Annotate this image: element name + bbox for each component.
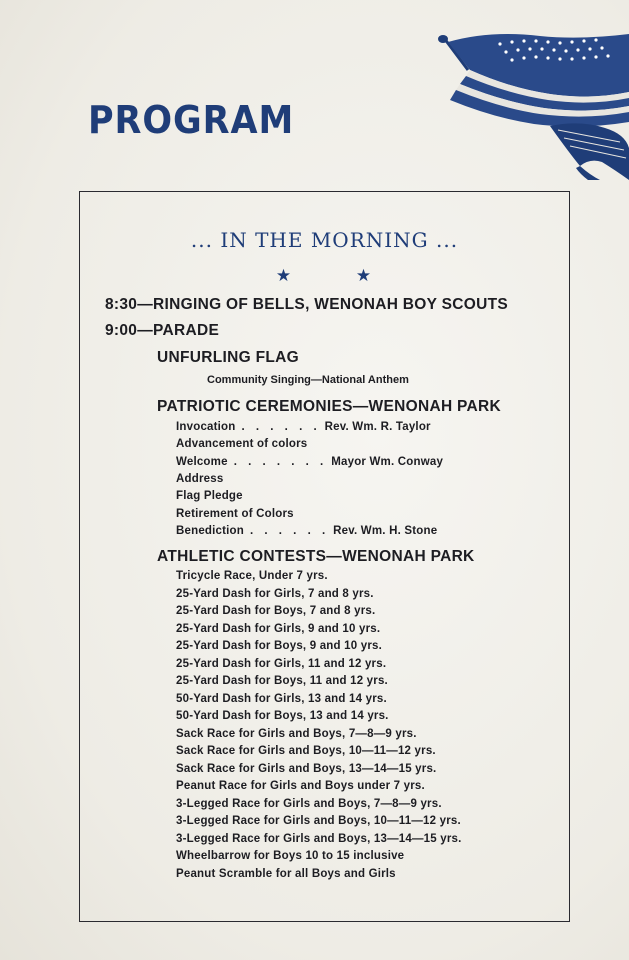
ceremony-name: Benediction — [176, 525, 245, 537]
section-title: ... IN THE MORNING ... — [190, 228, 459, 252]
ceremony-name: Welcome — [176, 456, 228, 468]
star-ornament: ★ ★ — [275, 266, 402, 285]
dot-leader: . . . . . . — [241, 421, 321, 433]
contest-item: Tricycle Race, Under 7 yrs. — [176, 570, 328, 582]
contest-item: 25-Yard Dash for Boys, 9 and 10 yrs. — [176, 640, 382, 652]
schedule-item: 8:30—RINGING OF BELLS, WENONAH BOY SCOUTS — [105, 296, 508, 313]
dot-leader: . . . . . . — [250, 525, 330, 537]
ceremony-item: Advancement of colors — [176, 438, 308, 450]
ceremony-officiant: Mayor Wm. Conway — [331, 456, 444, 468]
contest-item: 3-Legged Race for Girls and Boys, 7—8—9 yrs. — [176, 798, 442, 810]
flag-eagle-illustration — [430, 30, 629, 180]
contest-item: 25-Yard Dash for Boys, 11 and 12 yrs. — [176, 675, 388, 687]
contest-item: 50-Yard Dash for Boys, 13 and 14 yrs. — [176, 710, 389, 722]
ceremony-item — [176, 421, 431, 433]
subheading-patriotic-ceremonies: PATRIOTIC CEREMONIES—WENONAH PARK — [157, 398, 502, 415]
ceremony-officiant: Rev. Wm. H. Stone — [333, 525, 438, 537]
contest-item: 25-Yard Dash for Boys, 7 and 8 yrs. — [176, 605, 376, 617]
unfurling-note: Community Singing—National Anthem — [207, 374, 409, 386]
contest-item: Sack Race for Girls and Boys, 7—8—9 yrs. — [176, 728, 417, 740]
contest-item: Wheelbarrow for Boys 10 to 15 inclusive — [176, 850, 405, 862]
subheading-athletic-contests: ATHLETIC CONTESTS—WENONAH PARK — [157, 548, 475, 565]
contest-item: 50-Yard Dash for Girls, 13 and 14 yrs. — [176, 693, 387, 705]
program-box — [79, 191, 570, 922]
contest-item: 3-Legged Race for Girls and Boys, 10—11—12 yrs. — [176, 815, 461, 827]
contest-item: 3-Legged Race for Girls and Boys, 13—14—15 yrs. — [176, 833, 462, 845]
ceremony-officiant: Rev. Wm. R. Taylor — [324, 421, 431, 433]
subheading-unfurling-flag: UNFURLING FLAG — [157, 349, 299, 366]
contest-item: Peanut Scramble for all Boys and Girls — [176, 868, 396, 880]
contest-item: Sack Race for Girls and Boys, 13—14—15 yrs. — [176, 763, 437, 775]
contest-item: 25-Yard Dash for Girls, 9 and 10 yrs. — [176, 623, 381, 635]
contest-item: 25-Yard Dash for Girls, 11 and 12 yrs. — [176, 658, 387, 670]
dot-leader: . . . . . . . — [233, 456, 328, 468]
contest-item: Sack Race for Girls and Boys, 10—11—12 yrs. — [176, 745, 436, 757]
contest-item: 25-Yard Dash for Girls, 7 and 8 yrs. — [176, 588, 374, 600]
ceremony-item: Retirement of Colors — [176, 508, 294, 520]
page-title: PROGRAM — [88, 98, 295, 142]
ceremony-item — [176, 525, 437, 537]
ceremony-item: Address — [176, 473, 224, 485]
ceremony-name: Invocation — [176, 421, 236, 433]
ceremony-item: Flag Pledge — [176, 490, 243, 502]
ceremony-item — [176, 456, 443, 468]
contest-item: Peanut Race for Girls and Boys under 7 yrs. — [176, 780, 425, 792]
schedule-item: 9:00—PARADE — [105, 322, 220, 339]
